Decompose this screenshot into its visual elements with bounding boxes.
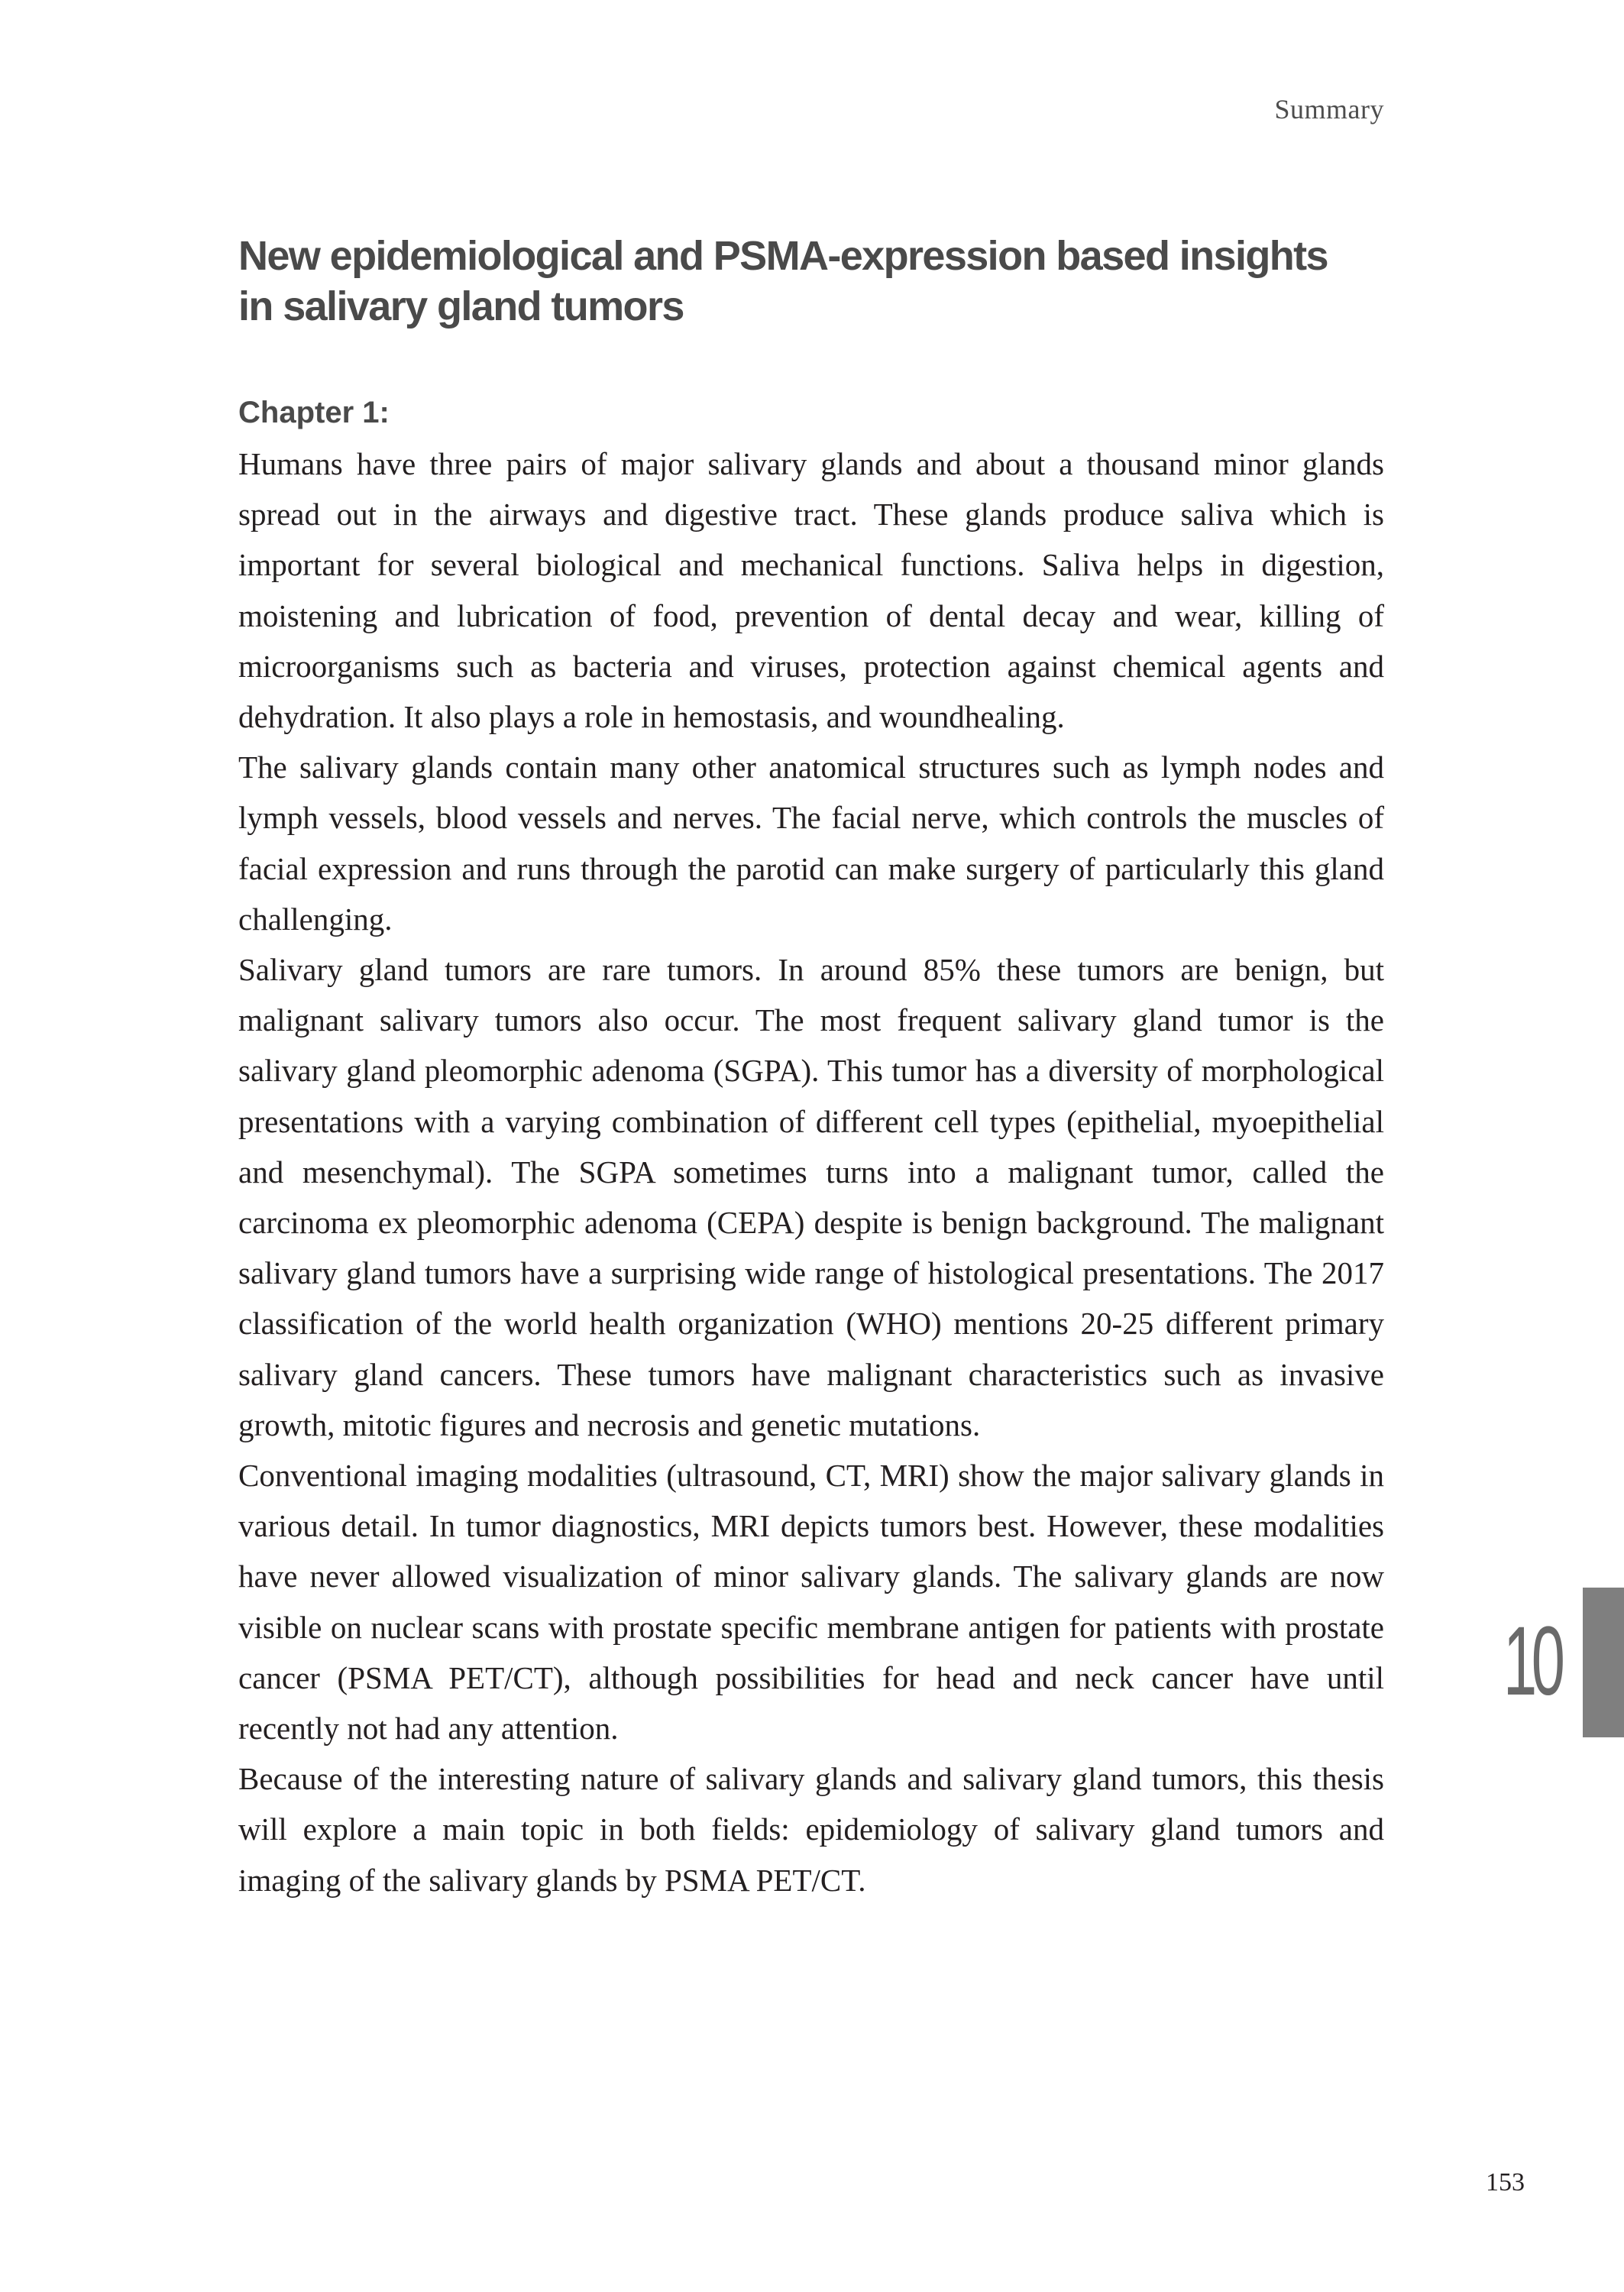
paragraph-4: Conventional imaging modalities (ultrasound, CT, MRI) show the major salivary glands in various detail. In tumor diagnostics, MRI depicts tumors best. However, these modalities have never allowed visualization of minor salivary glands. The salivary glands are now visible on nuclear scans with prostate specific membrane antigen for patients with prostate cancer (PSMA PET/CT), although possibilities for head and neck cancer have until recently not had any attention.: [238, 1458, 1384, 1747]
page-title: [238, 231, 1399, 332]
chapter-number: 10: [1503, 1607, 1560, 1716]
paragraph-5: Because of the interesting nature of salivary glands and salivary gland tumors, this thesis will explore a main topic in both fields: epidemiology of salivary gland tumors and imaging of the salivary glands by PSMA PET/CT.: [238, 1761, 1384, 1898]
chapter-label: Chapter 1:: [238, 396, 390, 429]
body-text: [238, 439, 1384, 1905]
page-title-line-1: New epidemiological and PSMA-expression based insights: [238, 233, 1328, 279]
page-title-line-2: in salivary gland tumors: [238, 283, 684, 329]
paragraph-3: Salivary gland tumors are rare tumors. In around 85% these tumors are benign, but malignant salivary tumors also occur. The most frequent salivary gland tumor is the salivary gland pleomorphic adenoma (SGPA). This tumor has a diversity of morphological presentations with a varying combination of different cell types (epithelial, myoepithelial and mesenchymal). The SGPA sometimes turns into a malignant tumor, called the carcinoma ex pleomorphic adenoma (CEPA) despite is benign background. The malignant salivary gland tumors have a surprising wide range of histological presentations. The 2017 classification of the world health organization (WHO) mentions 20-25 different primary salivary gland cancers. These tumors have malignant characteristics such as invasive growth, mitotic figures and necrosis and genetic mutations.: [238, 952, 1384, 1442]
paragraph-2: The salivary glands contain many other anatomical structures such as lymph nodes and lymph vessels, blood vessels and nerves. The facial nerve, which controls the muscles of facial expression and runs through the parotid can make surgery of particularly this gland challenging.: [238, 749, 1384, 937]
chapter-tab-marker: [1583, 1588, 1624, 1737]
page-number: 153: [1486, 2168, 1525, 2196]
running-head: Summary: [1274, 94, 1384, 125]
paragraph-1: Humans have three pairs of major salivary glands and about a thousand minor glands spread out in the airways and digestive tract. These glands produce saliva which is important for several biological and mechanical functions. Saliva helps in digestion, moistening and lubrication of food, prevention of dental decay and wear, killing of microorganisms such as bacteria and viruses, protection against chemical agents and dehydration. It also plays a role in hemostasis, and woundhealing.: [238, 446, 1384, 735]
